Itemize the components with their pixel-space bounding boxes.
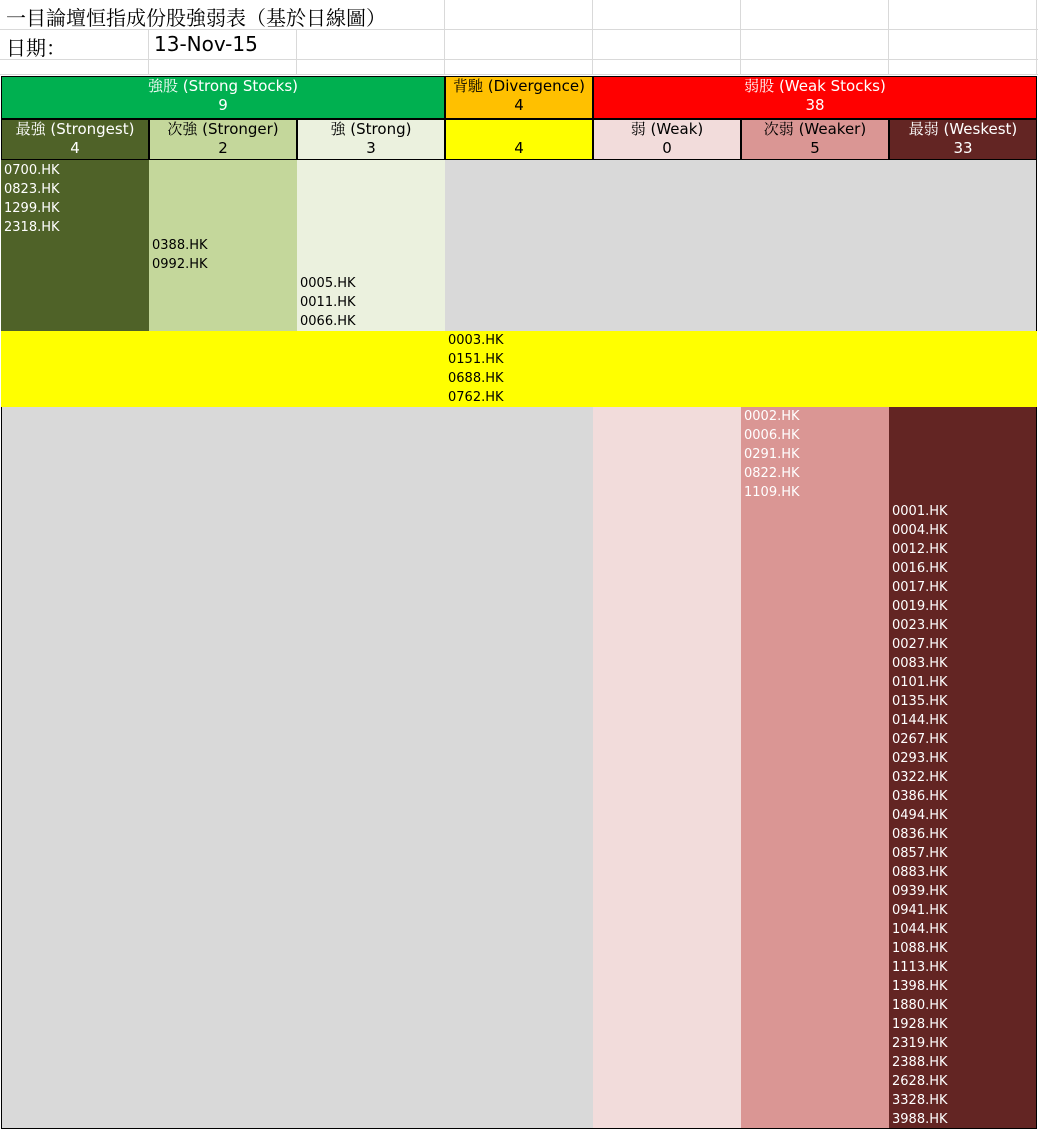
- date-value: 13-Nov-15: [154, 32, 258, 56]
- ticker-weakest: 0001.HK: [892, 504, 948, 519]
- list-weakest: [889, 502, 1036, 1129]
- ticker-weakest: 1880.HK: [892, 998, 948, 1013]
- weaker-block: [741, 407, 889, 1128]
- col-weak-count: 0: [662, 139, 672, 157]
- ticker-divergence: 0151.HK: [448, 352, 504, 367]
- sheet-title: 一目論壇恒指成份股強弱表（基於日線圖）: [6, 6, 386, 30]
- ticker-strongest: 0700.HK: [4, 163, 60, 178]
- list-stronger: [149, 236, 297, 274]
- list-divergence: [445, 331, 593, 407]
- ticker-weakest: 0386.HK: [892, 789, 948, 804]
- col-header-stronger: [149, 119, 297, 160]
- ticker-strong: 0066.HK: [300, 314, 356, 329]
- group-divergence-label: 背馳 (Divergence): [453, 77, 585, 95]
- ticker-weakest: 0017.HK: [892, 580, 948, 595]
- ticker-weakest: 0023.HK: [892, 618, 948, 633]
- group-weak-label: 弱股 (Weak Stocks): [744, 77, 886, 95]
- ticker-weakest: 0135.HK: [892, 694, 948, 709]
- ticker-divergence: 0762.HK: [448, 390, 504, 405]
- ticker-weaker: 0002.HK: [744, 409, 800, 424]
- ticker-weakest: 0027.HK: [892, 637, 948, 652]
- ticker-weakest: 1928.HK: [892, 1017, 948, 1032]
- ticker-weakest: 0012.HK: [892, 542, 948, 557]
- list-strongest: [1, 161, 149, 237]
- col-strongest-count: 4: [70, 139, 80, 157]
- ticker-weakest: 0267.HK: [892, 732, 948, 747]
- ticker-strong: 0005.HK: [300, 276, 356, 291]
- ticker-weakest: 0019.HK: [892, 599, 948, 614]
- col-strong-label: 強 (Strong): [330, 120, 412, 138]
- ticker-weakest: 0101.HK: [892, 675, 948, 690]
- ticker-divergence: 0688.HK: [448, 371, 504, 386]
- ticker-weakest: 0494.HK: [892, 808, 948, 823]
- group-header-divergence: [445, 76, 593, 119]
- ticker-weakest: 0939.HK: [892, 884, 948, 899]
- ticker-weakest: 2628.HK: [892, 1074, 948, 1089]
- group-strong-label: 強股 (Strong Stocks): [147, 77, 298, 95]
- ticker-weakest: 1088.HK: [892, 941, 948, 956]
- ticker-divergence: 0003.HK: [448, 333, 504, 348]
- col-divergence-count: 4: [514, 139, 524, 157]
- col-header-divergence: [445, 119, 593, 160]
- ticker-weakest: 0004.HK: [892, 523, 948, 538]
- col-header-weaker: [741, 119, 889, 160]
- ticker-weakest: 0857.HK: [892, 846, 948, 861]
- group-strong-count: 9: [218, 96, 228, 114]
- group-divergence-count: 4: [514, 96, 524, 114]
- group-header-strong: [1, 76, 445, 119]
- ticker-weakest: 0016.HK: [892, 561, 948, 576]
- ticker-weakest: 1398.HK: [892, 979, 948, 994]
- ticker-strong: 0011.HK: [300, 295, 356, 310]
- col-header-weak: [593, 119, 741, 160]
- ticker-weakest: 0293.HK: [892, 751, 948, 766]
- ticker-weakest: 1044.HK: [892, 922, 948, 937]
- ticker-strongest: 0823.HK: [4, 182, 60, 197]
- ticker-stronger: 0992.HK: [152, 257, 208, 272]
- ticker-weakest: 3328.HK: [892, 1093, 948, 1108]
- col-strongest-label: 最強 (Strongest): [15, 120, 135, 138]
- col-header-strong: [297, 119, 445, 160]
- col-stronger-count: 2: [218, 139, 228, 157]
- ticker-weaker: 0822.HK: [744, 466, 800, 481]
- col-stronger-label: 次強 (Stronger): [167, 120, 279, 138]
- group-weak-count: 38: [805, 96, 825, 114]
- col-strong-count: 3: [366, 139, 376, 157]
- ticker-weakest: 1113.HK: [892, 960, 948, 975]
- col-header-weakest: [889, 119, 1037, 160]
- ticker-weakest: 0883.HK: [892, 865, 948, 880]
- ticker-weaker: 0291.HK: [744, 447, 800, 462]
- list-strong: [297, 274, 445, 331]
- group-header-weak: [593, 76, 1037, 119]
- col-weakest-label: 最弱 (Weskest): [908, 120, 1018, 138]
- ticker-strongest: 1299.HK: [4, 201, 60, 216]
- ticker-weakest: 0083.HK: [892, 656, 948, 671]
- list-weaker: [741, 407, 889, 502]
- col-weakest-count: 33: [953, 139, 973, 157]
- ticker-weakest: 0941.HK: [892, 903, 948, 918]
- ticker-weakest: 0322.HK: [892, 770, 948, 785]
- ticker-weakest: 2388.HK: [892, 1055, 948, 1070]
- ticker-strongest: 2318.HK: [4, 220, 60, 235]
- col-divergence-label: [446, 120, 592, 139]
- ticker-weaker: 1109.HK: [744, 485, 800, 500]
- ticker-weakest: 2319.HK: [892, 1036, 948, 1051]
- weak-block: [593, 407, 741, 1128]
- ticker-weakest: 3988.HK: [892, 1112, 948, 1127]
- col-weaker-count: 5: [810, 139, 820, 157]
- ticker-stronger: 0388.HK: [152, 238, 208, 253]
- col-weaker-label: 次弱 (Weaker): [763, 120, 867, 138]
- date-label: 日期：: [6, 36, 66, 60]
- ticker-weakest: 0836.HK: [892, 827, 948, 842]
- col-header-strongest: [1, 119, 149, 160]
- col-weak-label: 弱 (Weak): [630, 120, 704, 138]
- ticker-weaker: 0006.HK: [744, 428, 800, 443]
- ticker-weakest: 0144.HK: [892, 713, 948, 728]
